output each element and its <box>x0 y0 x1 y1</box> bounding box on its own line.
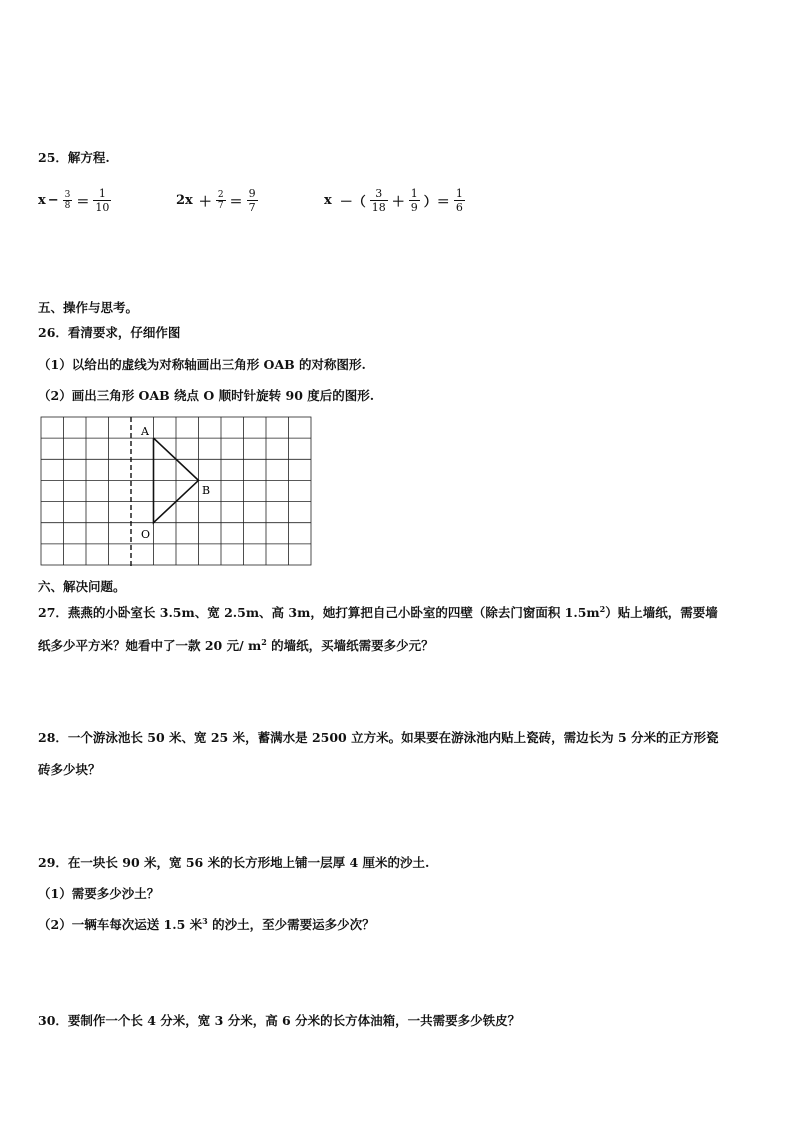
q27-line2-a: 纸多少平方米？她看中了一款 20 元/ m <box>38 638 262 653</box>
eq3-close-equals: ）＝ <box>423 194 450 210</box>
point-b-label: B <box>202 484 211 497</box>
grid-lines <box>41 417 311 565</box>
eq3-minus-paren: －（ <box>339 194 366 210</box>
equation-1 <box>38 180 113 220</box>
eq3-plus: ＋ <box>391 194 405 210</box>
eq3-f2-den: 9 <box>410 200 418 214</box>
point-a-label: A <box>141 425 149 438</box>
eq1-f1-den: 8 <box>64 200 71 211</box>
eq3-x: x <box>324 192 332 208</box>
eq1-minus: − <box>47 192 59 208</box>
eq1-fraction-1 <box>63 190 73 211</box>
section-5-heading: 五、操作与思考。 <box>38 300 139 315</box>
q29-part1: （1）需要多少沙土？ <box>38 886 160 901</box>
q27-line1-sup: 2 <box>599 603 606 614</box>
q27-line2-b: 的墙纸，买墙纸需要多少元？ <box>266 638 434 653</box>
eq1-f1-num: 3 <box>64 189 71 200</box>
q30-title: 30．要制作一个长 4 分米，宽 3 分米，高 6 分米的长方体油箱，一共需要多少铁皮？ <box>38 1013 521 1028</box>
eq3-fraction-3 <box>454 187 465 214</box>
equation-3 <box>324 180 467 220</box>
eq3-f1-den: 18 <box>371 200 386 214</box>
q26-title: 26．看清要求，仔细作图 <box>38 325 181 340</box>
q29-part2 <box>38 915 375 933</box>
eq1-fraction-2 <box>93 187 111 214</box>
q27-line1-a: 27．燕燕的小卧室长 3.5m、宽 2.5m、高 3m，她打算把自己小卧室的四壁（除去门窗面积 1.5m <box>38 605 600 620</box>
eq3-f2-num: 1 <box>410 186 418 200</box>
section-6-heading: 六、解决问题。 <box>38 579 126 594</box>
eq1-equals: ＝ <box>76 194 90 210</box>
q27-line2-sup: 2 <box>261 636 267 647</box>
equation-2 <box>176 180 260 220</box>
q27-line1-b: ）贴上墙纸，需要墙 <box>605 605 718 620</box>
eq2-f2-den: 7 <box>248 200 256 214</box>
q29-part2-a: （2）一辆车每次运送 1.5 米 <box>38 917 203 932</box>
q27-line2 <box>38 636 434 654</box>
q28-line2: 砖多少块？ <box>38 762 101 777</box>
eq2-equals: ＝ <box>229 194 243 210</box>
eq2-f1-den: 7 <box>217 200 224 211</box>
eq3-f3-den: 6 <box>455 200 463 214</box>
q29-title: 29．在一块长 90 米，宽 56 米的长方形地上铺一层厚 4 厘米的沙土. <box>38 855 430 870</box>
eq2-x: 2x <box>176 192 193 208</box>
eq2-fraction-1 <box>216 190 226 211</box>
eq2-plus: ＋ <box>198 194 212 210</box>
eq3-f1-num: 3 <box>375 186 383 200</box>
q29-part2-sup: 3 <box>202 915 208 926</box>
q25-title: 25．解方程. <box>38 150 110 165</box>
q27-line1 <box>38 603 718 621</box>
q26-part1: （1）以给出的虚线为对称轴画出三角形 OAB 的对称图形. <box>38 357 366 372</box>
eq3-fraction-2 <box>409 187 420 214</box>
grid-figure <box>40 416 314 568</box>
eq1-f2-den: 10 <box>95 200 110 214</box>
eq3-f3-num: 1 <box>455 186 463 200</box>
eq2-f1-num: 2 <box>217 189 224 200</box>
eq1-f2-num: 1 <box>98 186 106 200</box>
eq2-f2-num: 9 <box>248 186 256 200</box>
q28-line1: 28．一个游泳池长 50 米、宽 25 米，蓄满水是 2500 立方米。如果要在游泳池内贴上瓷砖，需边长为 5 分米的正方形瓷 <box>38 730 719 745</box>
eq1-x: x <box>38 192 46 208</box>
eq3-fraction-1 <box>370 187 388 214</box>
q29-part2-b: 的沙土，至少需要运多少次？ <box>207 917 375 932</box>
point-o-label: O <box>141 528 151 541</box>
q26-part2: （2）画出三角形 OAB 绕点 O 顺时针旋转 90 度后的图形. <box>38 388 375 403</box>
eq2-fraction-2 <box>247 187 258 214</box>
